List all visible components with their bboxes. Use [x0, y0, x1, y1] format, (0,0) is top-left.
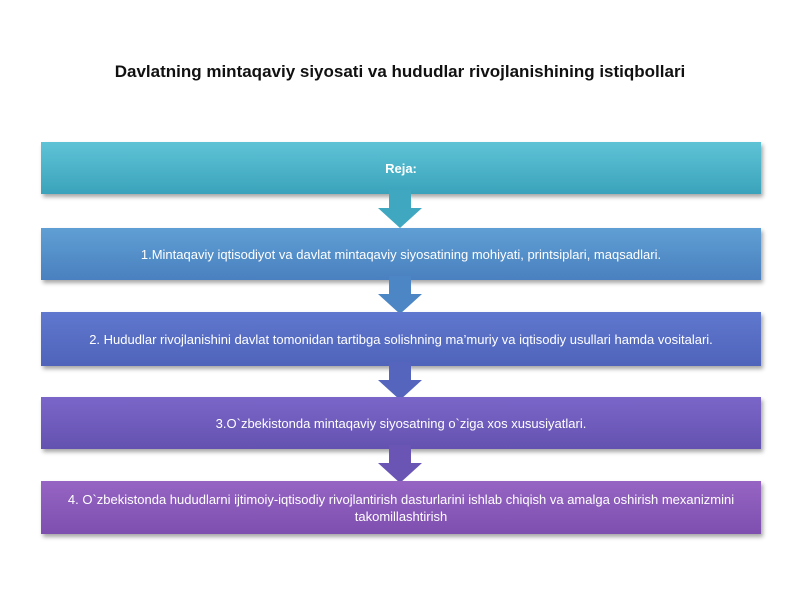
flow-step-1: [41, 228, 761, 280]
slide-title: Davlatning mintaqaviy siyosati va hududlar rivojlanishining istiqbollari: [114, 62, 686, 81]
flow-step-label: 3.O`zbekistonda mintaqaviy siyosatning o`ziga xos xususiyatlari.: [215, 415, 587, 431]
down-arrow-icon: [378, 445, 422, 483]
flow-step-label: 1.Mintaqaviy iqtisodiyot va davlat mintaqaviy siyosatining mohiyati, printsiplari, maqsadlari.: [140, 246, 662, 262]
down-arrow-icon: [378, 190, 422, 228]
flow-step-3: [41, 397, 761, 449]
flow-step-4: [41, 481, 761, 534]
flow-step-2: [41, 312, 761, 366]
down-arrow-icon: [378, 276, 422, 314]
flow-step-label: 2. Hududlar rivojlanishini davlat tomonidan tartibga solishning ma’muriy va iqtisodiy usullari hamda vositalari.: [89, 331, 713, 347]
flow-step-plan-heading: [41, 142, 761, 194]
flow-step-label: Reja:: [385, 160, 417, 176]
flow-step-label: 4. O`zbekistonda hududlarni ijtimoiy-iqtisodiy rivojlantirish dasturlarini ishlab chiqish va amalga oshirish mexanizmini takomillashtirish: [67, 491, 735, 524]
down-arrow-icon: [378, 362, 422, 400]
